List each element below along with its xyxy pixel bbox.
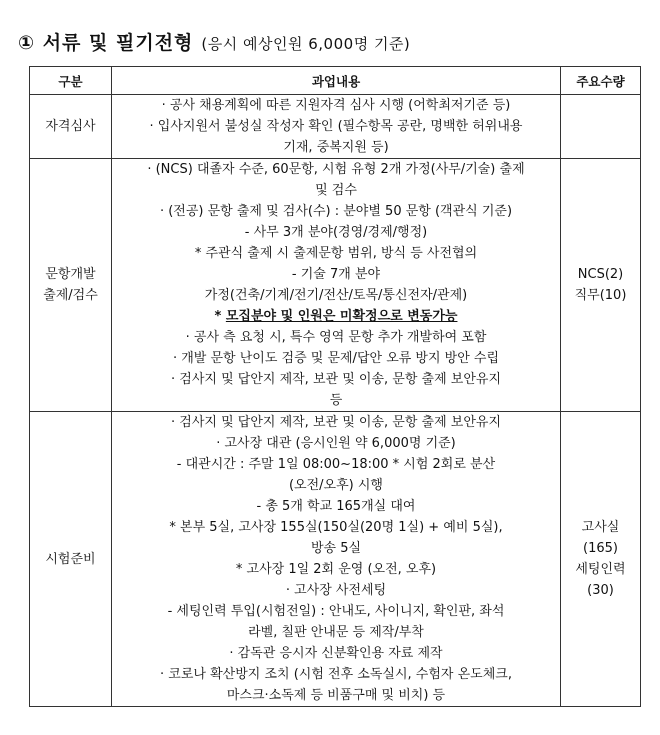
section-title-subtitle: (응시 예상인원 6,000명 기준): [201, 35, 411, 53]
task-line: * 고사장 1일 2회 운영 (오전, 오후): [235, 562, 437, 577]
quantity-line: (165): [583, 541, 618, 556]
row-quantity: [561, 95, 641, 159]
task-line: · 개발 문항 난이도 검증 및 문제/답안 오류 방지 방안 수립: [172, 351, 500, 366]
task-line: 가정(건축/기계/전기/전산/토목/통신전자/관제): [204, 288, 468, 303]
task-line: · 입사지원서 불성실 작성자 확인 (필수항목 공란, 명백한 허위내용: [149, 119, 523, 134]
section-title: [18, 28, 410, 58]
task-line: - 사무 3개 분야(경영/경제/행정): [244, 225, 428, 240]
task-line: (오전/오후) 시행: [288, 478, 383, 493]
task-line: - 기술 7개 분야: [291, 267, 381, 282]
table-row: [30, 412, 641, 707]
category-label-line: 출제/검수: [43, 288, 98, 303]
table-row: [30, 159, 641, 412]
task-line: 등: [329, 393, 343, 408]
task-line: 기재, 중복지원 등): [283, 140, 389, 155]
header-category: 구분: [30, 67, 112, 95]
task-line: * 모집분야 및 인원은 미확정으로 변동가능: [214, 309, 458, 324]
header-task: 과업내용: [112, 67, 561, 95]
row-category: [30, 95, 112, 159]
task-line: · 감독관 응시자 신분확인용 자료 제작: [229, 646, 443, 661]
table-header-row: [30, 67, 641, 95]
task-line: · (NCS) 대졸자 수준, 60문항, 시험 유형 2개 가정(사무/기술) 출제: [147, 162, 525, 177]
row-category: [30, 412, 112, 707]
task-table: [29, 66, 641, 707]
task-line: · 공사 채용계획에 따른 지원자격 심사 시행 (어학최저기준 등): [161, 98, 511, 113]
task-line: · 고사장 대관 (응시인원 약 6,000명 기준): [216, 436, 456, 451]
task-line: * 주관식 출제 시 출제문항 범위, 방식 등 사전협의: [194, 246, 478, 261]
task-line: - 세팅인력 투입(시험전일) : 안내도, 사이니지, 확인판, 좌석: [167, 604, 505, 619]
task-line: 및 검수: [315, 183, 357, 198]
task-line: · 검사지 및 답안지 제작, 보관 및 이송, 문항 출제 보안유지: [171, 372, 501, 387]
category-label-line: 시험준비: [45, 551, 96, 567]
quantity-line: 세팅인력: [575, 562, 626, 577]
table-row: [30, 95, 641, 159]
emphasis-note: 모집분야 및 인원은 미확정으로 변동가능: [225, 309, 458, 324]
row-task-content: [112, 412, 561, 707]
task-line: · 고사장 사전세팅: [285, 583, 387, 598]
row-quantity: [561, 159, 641, 412]
category-label-line: 자격심사: [45, 119, 96, 134]
task-line: 방송 5실: [310, 541, 362, 556]
task-line: · 공사 측 요청 시, 특수 영역 문항 추가 개발하여 포함: [185, 330, 487, 345]
quantity-line: (30): [587, 583, 614, 598]
category-label-line: 문항개발: [45, 267, 96, 282]
quantity-line: 직무(10): [574, 288, 627, 303]
task-line: * 본부 5실, 고사장 155실(150실(20명 1실) + 예비 5실),: [169, 520, 503, 535]
task-line: · 코로나 확산방지 조치 (시험 전후 소독실시, 수험자 온도체크,: [160, 667, 512, 682]
task-line: - 대관시간 : 주말 1일 08:00~18:00 * 시험 2회로 분산: [176, 457, 496, 472]
quantity-line: 고사실: [581, 520, 620, 535]
header-quantity: 주요수량: [561, 67, 641, 95]
task-line: - 총 5개 학교 165개실 대여: [256, 499, 416, 514]
row-quantity: [561, 412, 641, 707]
row-task-content: [112, 159, 561, 412]
row-task-content: [112, 95, 561, 159]
section-title-main: ① 서류 및 필기전형: [18, 32, 194, 54]
row-category: [30, 159, 112, 412]
task-line: · 검사지 및 답안지 제작, 보관 및 이송, 문항 출제 보안유지: [171, 415, 501, 430]
quantity-line: NCS(2): [577, 267, 624, 282]
task-line: · (전공) 문항 출제 및 검사(수) : 분야별 50 문항 (객관식 기준): [159, 204, 513, 219]
task-line: 마스크·소독제 등 비품구매 및 비치) 등: [226, 688, 446, 703]
task-line: 라벨, 칠판 안내문 등 제작/부착: [248, 625, 424, 640]
